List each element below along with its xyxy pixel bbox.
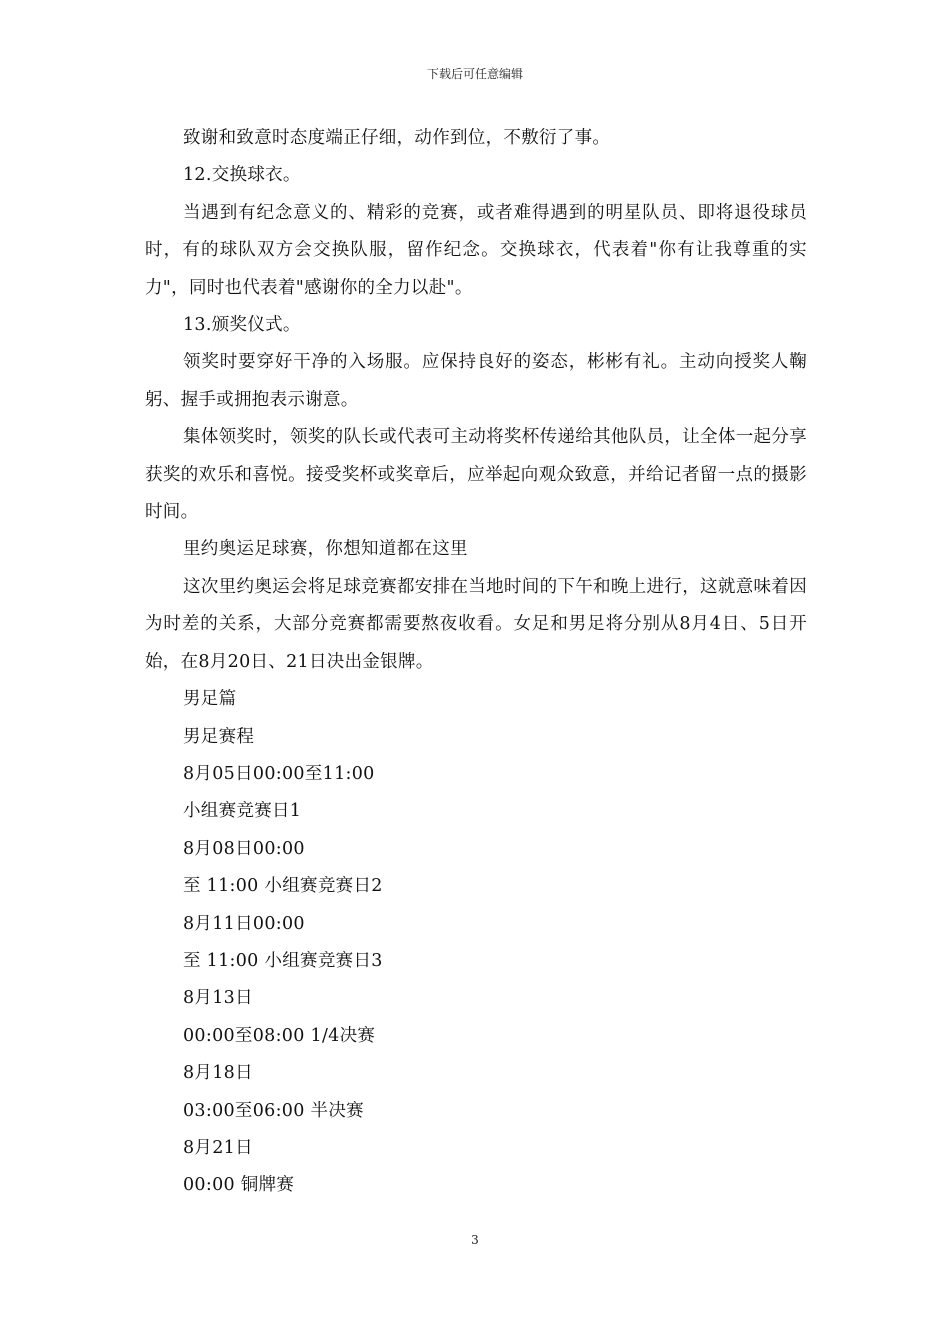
schedule-line: 00:00至08:00 1/4决赛 — [183, 1025, 376, 1046]
paragraph: 这次里约奥运会将足球竞赛都安排在当地时间的下午和晚上进行，这就意味着因为时差的关系，大部分竞赛都需要熬夜收看。女足和男足将分别从8月4日、5日开始，在8月20日、21日决出金银牌。 — [145, 576, 807, 672]
schedule-line: 8月21日 — [183, 1137, 253, 1158]
section-heading: 男足赛程 — [183, 726, 255, 747]
schedule-line: 小组赛竞赛日1 — [183, 801, 302, 822]
schedule-line: 8月11日00:00 — [183, 913, 305, 934]
schedule-line: 至 11:00 小组赛竞赛日3 — [183, 950, 383, 971]
schedule-line: 8月05日00:00至11:00 — [183, 763, 375, 784]
document-body — [145, 120, 807, 1205]
paragraph: 当遇到有纪念意义的、精彩的竞赛，或者难得遇到的明星队员、即将退役球员时，有的球队双方会交换队服，留作纪念。交换球衣，代表着"你有让我尊重的实力"，同时也代表着"感谢你的全力以赴"。 — [145, 202, 807, 298]
page-number: 3 — [471, 1233, 479, 1247]
section-heading: 男足篇 — [183, 689, 237, 710]
paragraph: 领奖时要穿好干净的入场服。应保持良好的姿态，彬彬有礼。主动向授奖人鞠躬、握手或拥抱表示谢意。 — [145, 352, 807, 410]
page-header: 下载后可任意编辑 — [426, 67, 523, 81]
paragraph: 集体领奖时，领奖的队长或代表可主动将奖杯传递给其他队员，让全体一起分享获奖的欢乐和喜悦。接受奖杯或奖章后，应举起向观众致意，并给记者留一点的摄影时间。 — [145, 427, 807, 523]
schedule-line: 03:00至06:00 半决赛 — [183, 1100, 364, 1121]
section-heading: 12.交换球衣。 — [183, 165, 301, 186]
schedule-line: 8月18日 — [183, 1063, 253, 1084]
schedule-line: 8月13日 — [183, 988, 253, 1009]
article-title: 里约奥运足球赛，你想知道都在这里 — [183, 539, 468, 560]
section-heading: 13.颁奖仪式。 — [183, 315, 301, 336]
schedule-line: 00:00 铜牌赛 — [183, 1175, 295, 1196]
schedule-line: 8月08日00:00 — [183, 838, 305, 859]
paragraph: 致谢和致意时态度端正仔细，动作到位，不敷衍了事。 — [183, 128, 611, 148]
schedule-line: 至 11:00 小组赛竞赛日2 — [183, 876, 383, 897]
